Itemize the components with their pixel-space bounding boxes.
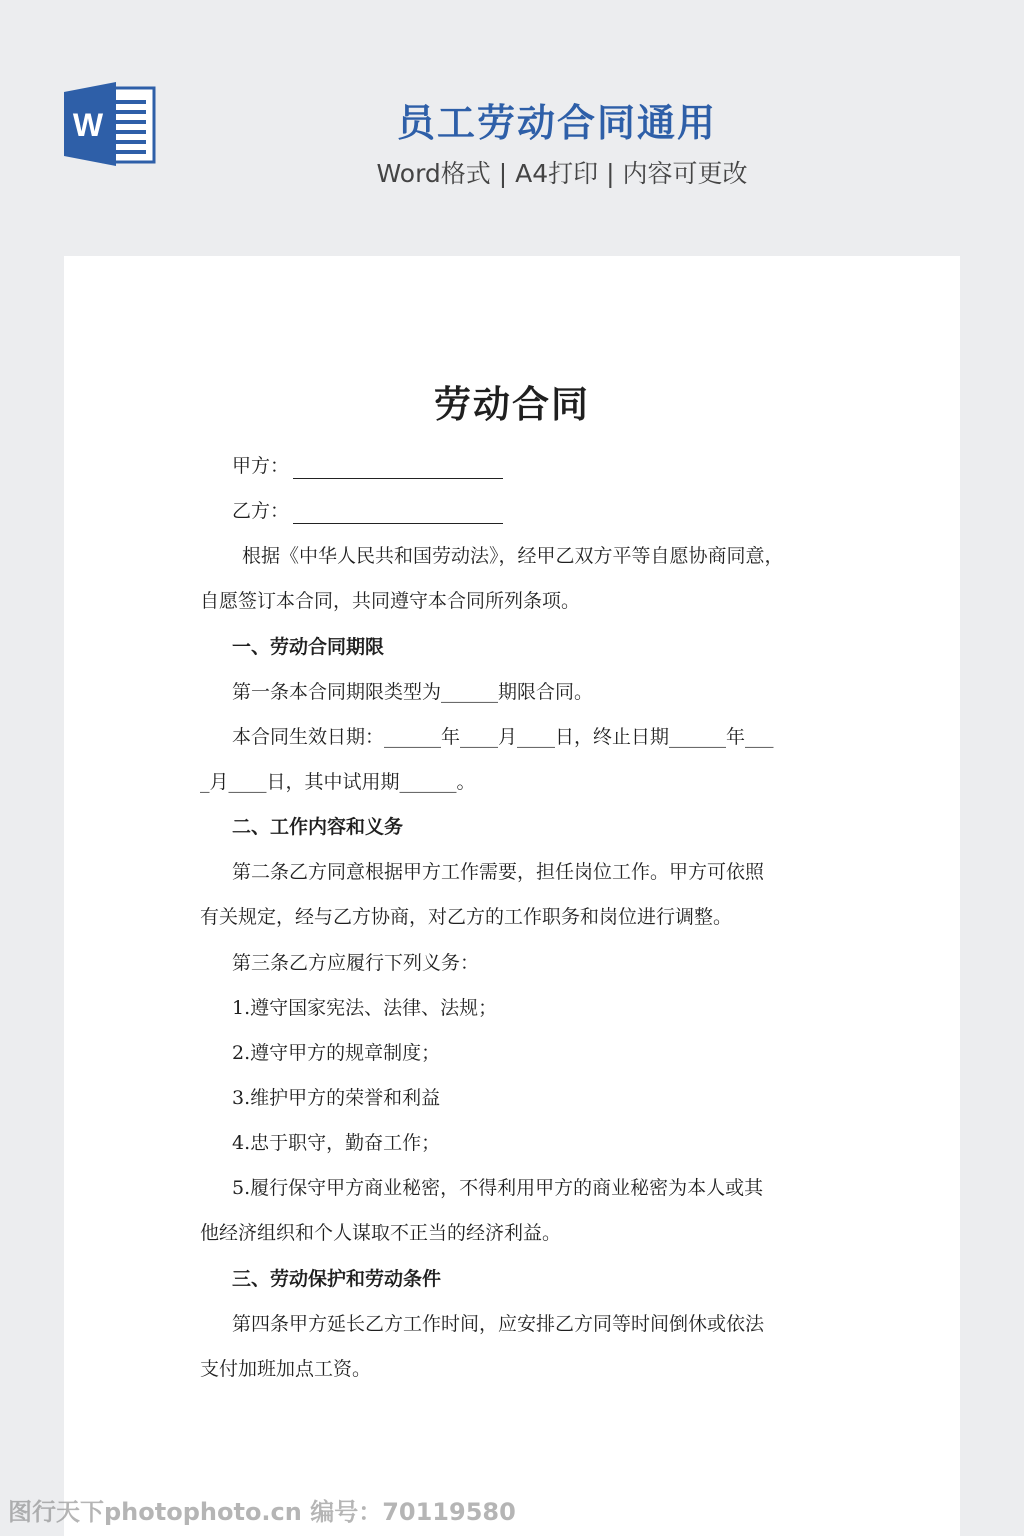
paragraph-line: 他经济组织和个人谋取不正当的经济利益。 — [200, 1222, 562, 1244]
paragraph-line: 第四条甲方延长乙方工作时间，应安排乙方同等时间倒休或依法 — [232, 1313, 765, 1335]
paragraph-line: 第一条本合同期限类型为______期限合同。 — [232, 681, 594, 703]
word-logo-letter: W — [72, 107, 104, 143]
party-b-line — [232, 498, 503, 524]
paragraph-line: 有关规定，经与乙方协商，对乙方的工作职务和岗位进行调整。 — [200, 906, 733, 928]
paragraph-line: 自愿签订本合同，共同遵守本合同所列条项。 — [200, 590, 581, 612]
paragraph-line: 第三条乙方应履行下列义务： — [232, 952, 480, 974]
party-a-line — [232, 453, 503, 479]
party-b-blank[interactable] — [293, 503, 503, 524]
party-a-label: 甲方： — [232, 455, 290, 477]
party-b-label: 乙方： — [232, 500, 290, 522]
list-item: 3.维护甲方的荣誉和利益 — [232, 1087, 441, 1109]
document-paper — [64, 256, 960, 1536]
paragraph-line: 第二条乙方同意根据甲方工作需要，担任岗位工作。甲方可依照 — [232, 861, 765, 883]
list-item: 2.遵守甲方的规章制度； — [232, 1042, 441, 1064]
list-item: 4.忠于职守，勤奋工作； — [232, 1132, 441, 1154]
paragraph-line: _月____日，其中试用期______。 — [200, 771, 476, 793]
list-item: 5.履行保守甲方商业秘密，不得利用甲方的商业秘密为本人或其 — [232, 1177, 764, 1199]
document-title: 劳动合同 — [434, 382, 590, 426]
page-subtitle: Word格式 | A4打印 | 内容可更改 — [376, 159, 748, 188]
party-a-blank[interactable] — [293, 458, 503, 479]
watermark-text: 图行天下photophoto.cn 编号：70119580 — [8, 1498, 516, 1526]
section-heading: 一、劳动合同期限 — [232, 636, 385, 658]
paragraph-line: 本合同生效日期：______年____月____日，终止日期______年___ — [232, 726, 774, 748]
section-heading: 二、工作内容和义务 — [232, 816, 404, 838]
paragraph-line: 根据《中华人民共和国劳动法》，经甲乙双方平等自愿协商同意， — [242, 545, 784, 567]
section-heading: 三、劳动保护和劳动条件 — [232, 1268, 442, 1290]
list-item: 1.遵守国家宪法、法律、法规； — [232, 997, 498, 1019]
page-title: 员工劳动合同通用 — [396, 101, 717, 145]
paragraph-line: 支付加班加点工资。 — [200, 1358, 372, 1380]
